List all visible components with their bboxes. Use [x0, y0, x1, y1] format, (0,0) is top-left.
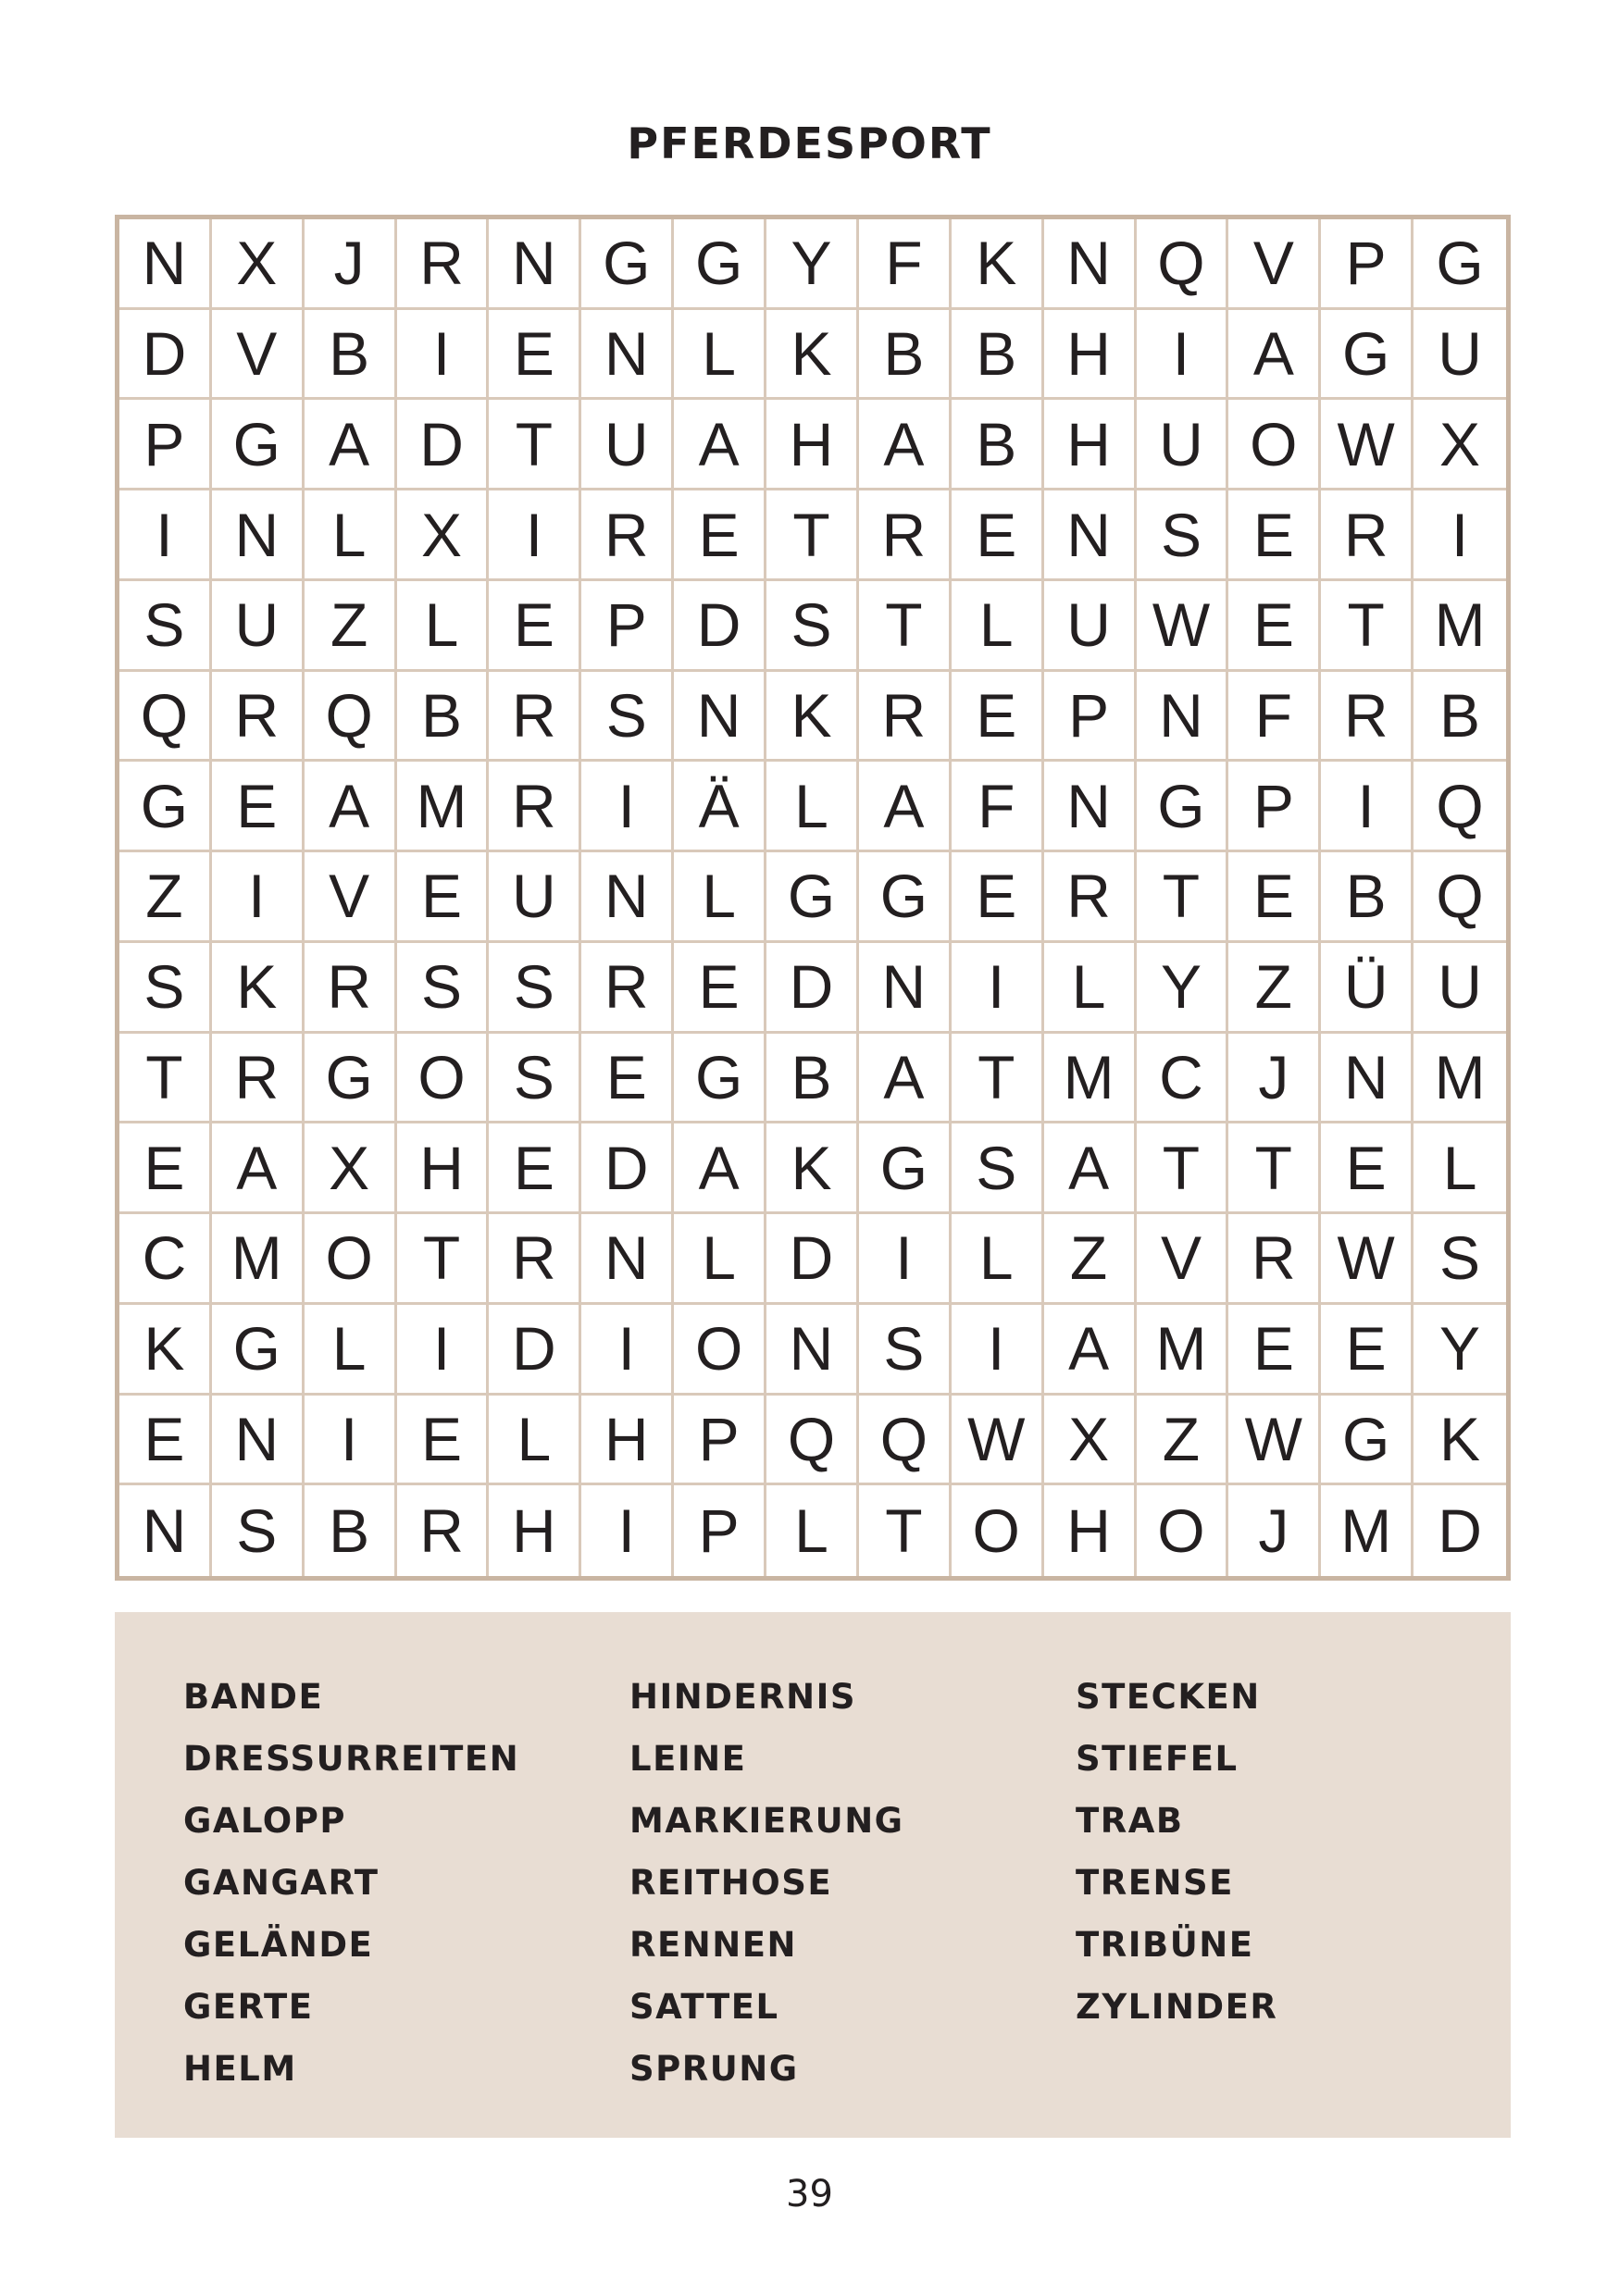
grid-cell[interactable]: Z: [1228, 943, 1321, 1034]
grid-cell[interactable]: P: [119, 400, 212, 490]
grid-cell[interactable]: R: [581, 490, 674, 581]
word-list-item: STIEFEL: [1076, 1739, 1239, 1779]
grid-cell[interactable]: N: [1137, 672, 1229, 763]
grid-cell[interactable]: L: [674, 852, 766, 943]
grid-cell[interactable]: G: [119, 762, 212, 852]
grid-cell[interactable]: S: [766, 581, 859, 672]
grid-cell[interactable]: S: [581, 672, 674, 763]
grid-cell[interactable]: H: [489, 1485, 581, 1576]
grid-cell[interactable]: L: [766, 762, 859, 852]
grid-cell[interactable]: X: [397, 490, 490, 581]
grid-cell[interactable]: T: [859, 581, 952, 672]
grid-cell[interactable]: O: [952, 1485, 1044, 1576]
word-list-item: STECKEN: [1076, 1677, 1261, 1717]
grid-cell[interactable]: N: [119, 219, 212, 310]
grid-cell[interactable]: S: [212, 1485, 305, 1576]
grid-cell[interactable]: R: [1321, 490, 1414, 581]
grid-cell[interactable]: I: [1137, 310, 1229, 401]
grid-cell[interactable]: I: [212, 852, 305, 943]
grid-cell[interactable]: V: [305, 852, 397, 943]
grid-cell[interactable]: P: [1321, 219, 1414, 310]
grid-cell[interactable]: P: [1228, 762, 1321, 852]
grid-cell[interactable]: Ä: [674, 762, 766, 852]
grid-cell[interactable]: D: [1438, 1496, 1482, 1566]
grid-cell[interactable]: P: [674, 1396, 766, 1486]
grid-cell[interactable]: N: [859, 943, 952, 1034]
grid-cell[interactable]: H: [581, 1396, 674, 1486]
grid-cell[interactable]: R: [212, 1034, 305, 1124]
grid-cell[interactable]: O: [305, 1214, 397, 1305]
grid-cell[interactable]: E: [397, 852, 490, 943]
word-list-item: BANDE: [183, 1677, 324, 1717]
word-list-item: GERTE: [183, 1987, 314, 2027]
grid-cell[interactable]: N: [581, 1214, 674, 1305]
grid-cell[interactable]: I: [489, 490, 581, 581]
grid-cell[interactable]: S: [952, 1123, 1044, 1214]
grid-cell[interactable]: T: [1137, 1123, 1229, 1214]
grid-cell[interactable]: S: [489, 943, 581, 1034]
grid-cell[interactable]: F: [1228, 672, 1321, 763]
grid-cell[interactable]: T: [1137, 852, 1229, 943]
word-list-column-3: [1076, 1666, 1277, 2038]
grid-cell[interactable]: L: [1044, 943, 1137, 1034]
grid-cell[interactable]: O: [674, 1305, 766, 1396]
grid-cell[interactable]: K: [766, 310, 859, 401]
grid-cell[interactable]: A: [212, 1123, 305, 1214]
grid-cell[interactable]: N: [1044, 219, 1137, 310]
grid-cell[interactable]: A: [1228, 310, 1321, 401]
grid-cell[interactable]: I: [1414, 490, 1506, 581]
word-list-item: TRAB: [1076, 1801, 1184, 1841]
grid-cell[interactable]: S: [1137, 490, 1229, 581]
grid-cell[interactable]: I: [581, 1485, 674, 1576]
grid-cell[interactable]: F: [859, 219, 952, 310]
grid-cell[interactable]: G: [859, 852, 952, 943]
grid-cell[interactable]: V: [212, 310, 305, 401]
word-list-item: SATTEL: [629, 1987, 779, 2027]
word-list-item: HELM: [183, 2049, 297, 2089]
grid-cell[interactable]: U: [1414, 943, 1506, 1034]
grid-cell[interactable]: E: [1228, 1305, 1321, 1396]
grid-cell[interactable]: L: [952, 1214, 1044, 1305]
grid-cell[interactable]: N: [1321, 1034, 1414, 1124]
grid-cell[interactable]: H: [766, 400, 859, 490]
grid-cell[interactable]: T: [489, 400, 581, 490]
grid-cell[interactable]: M: [1414, 1034, 1506, 1124]
grid-cell[interactable]: E: [212, 762, 305, 852]
grid-cell[interactable]: B: [305, 1485, 397, 1576]
word-list-item: HINDERNIS: [629, 1677, 857, 1717]
grid-cell[interactable]: N: [212, 490, 305, 581]
grid-cell[interactable]: K: [952, 219, 1044, 310]
grid-cell[interactable]: E: [1228, 581, 1321, 672]
grid-cell[interactable]: F: [952, 762, 1044, 852]
grid-cell[interactable]: H: [1044, 310, 1137, 401]
grid-cell[interactable]: G: [1321, 310, 1414, 401]
grid-cell[interactable]: O: [1228, 400, 1321, 490]
grid-cell[interactable]: B: [397, 672, 490, 763]
word-list-item: GANGART: [183, 1863, 380, 1903]
letter-grid: [115, 215, 1511, 1581]
grid-cell[interactable]: R: [859, 672, 952, 763]
grid-cell[interactable]: C: [119, 1214, 212, 1305]
grid-cell[interactable]: E: [489, 1123, 581, 1214]
grid-cell[interactable]: H: [397, 1123, 490, 1214]
grid-cell[interactable]: G: [859, 1123, 952, 1214]
grid-cell[interactable]: R: [397, 219, 490, 310]
grid-cell[interactable]: B: [305, 310, 397, 401]
grid-cell[interactable]: I: [581, 1305, 674, 1396]
grid-cell[interactable]: Y: [1137, 943, 1229, 1034]
grid-cell[interactable]: N: [489, 219, 581, 310]
grid-cell[interactable]: Q: [766, 1396, 859, 1486]
grid-cell[interactable]: E: [952, 852, 1044, 943]
grid-cell[interactable]: N: [581, 852, 674, 943]
grid-cell[interactable]: G: [674, 219, 766, 310]
grid-cell[interactable]: Y: [1414, 1305, 1506, 1396]
grid-cell[interactable]: L: [766, 1485, 859, 1576]
word-list-item: ZYLINDER: [1076, 1987, 1278, 2027]
grid-cell[interactable]: W: [1321, 1214, 1414, 1305]
grid-cell[interactable]: K: [1414, 1396, 1506, 1486]
word-list-column-1: [183, 1666, 519, 2100]
grid-cell[interactable]: G: [581, 219, 674, 310]
grid-cell[interactable]: U: [1044, 581, 1137, 672]
grid-cell[interactable]: T: [119, 1034, 212, 1124]
grid-cell[interactable]: A: [859, 1034, 952, 1124]
grid-cell[interactable]: M: [397, 762, 490, 852]
grid-cell[interactable]: B: [1321, 852, 1414, 943]
grid-cell[interactable]: U: [1137, 400, 1229, 490]
grid-cell[interactable]: T: [397, 1214, 490, 1305]
grid-cell[interactable]: K: [766, 672, 859, 763]
grid-cell[interactable]: E: [952, 490, 1044, 581]
grid-cell[interactable]: A: [1044, 1123, 1137, 1214]
grid-cell[interactable]: W: [1321, 400, 1414, 490]
grid-cell[interactable]: M: [1137, 1305, 1229, 1396]
grid-cell[interactable]: I: [397, 310, 490, 401]
grid-cell[interactable]: I: [305, 1396, 397, 1486]
grid-cell[interactable]: Z: [1137, 1396, 1229, 1486]
grid-cell[interactable]: S: [119, 943, 212, 1034]
grid-cell[interactable]: R: [489, 1214, 581, 1305]
grid-cell[interactable]: Y: [766, 219, 859, 310]
grid-cell[interactable]: A: [859, 762, 952, 852]
grid-cell[interactable]: Q: [859, 1396, 952, 1486]
grid-cell[interactable]: Q: [1414, 852, 1506, 943]
grid-cell[interactable]: L: [489, 1396, 581, 1486]
grid-cell[interactable]: C: [1137, 1034, 1229, 1124]
grid-cell[interactable]: N: [581, 310, 674, 401]
grid-cell[interactable]: N: [1044, 490, 1137, 581]
grid-cell[interactable]: D: [766, 1214, 859, 1305]
grid-cell[interactable]: S: [859, 1305, 952, 1396]
grid-cell[interactable]: D: [119, 310, 212, 401]
grid-cell[interactable]: E: [489, 310, 581, 401]
grid-cell[interactable]: E: [119, 1396, 212, 1486]
grid-cell[interactable]: R: [489, 672, 581, 763]
grid-cell[interactable]: L: [952, 581, 1044, 672]
grid-cell[interactable]: W: [952, 1396, 1044, 1486]
grid-cell[interactable]: K: [766, 1123, 859, 1214]
grid-cell[interactable]: L: [305, 490, 397, 581]
grid-cell[interactable]: V: [1228, 219, 1321, 310]
grid-cell[interactable]: Z: [1044, 1214, 1137, 1305]
grid-cell[interactable]: G: [1414, 219, 1506, 310]
grid-cell[interactable]: M: [1321, 1485, 1414, 1576]
grid-cell[interactable]: X: [1414, 400, 1506, 490]
grid-cell[interactable]: R: [581, 943, 674, 1034]
grid-cell[interactable]: T: [766, 490, 859, 581]
grid-cell[interactable]: R: [305, 943, 397, 1034]
grid-cell[interactable]: Ü: [1321, 943, 1414, 1034]
grid-cell[interactable]: Z: [119, 852, 212, 943]
grid-cell[interactable]: E: [952, 672, 1044, 763]
grid-cell[interactable]: I: [581, 762, 674, 852]
word-list-panel: [115, 1612, 1511, 2138]
grid-cell[interactable]: T: [952, 1034, 1044, 1124]
grid-cell[interactable]: S: [397, 943, 490, 1034]
grid-cell[interactable]: X: [1044, 1396, 1137, 1486]
grid-cell[interactable]: L: [305, 1305, 397, 1396]
grid-cell[interactable]: E: [1321, 1123, 1414, 1214]
page-title: PFERDESPORT: [627, 118, 992, 168]
grid-cell[interactable]: U: [212, 581, 305, 672]
grid-cell[interactable]: E: [397, 1396, 490, 1486]
grid-cell[interactable]: H: [1044, 1485, 1137, 1576]
grid-cell[interactable]: A: [674, 1123, 766, 1214]
grid-cell[interactable]: Q: [1414, 762, 1506, 852]
grid-cell[interactable]: W: [1228, 1396, 1321, 1486]
grid-cell[interactable]: V: [1137, 1214, 1229, 1305]
grid-cell[interactable]: A: [859, 400, 952, 490]
grid-cell[interactable]: U: [581, 400, 674, 490]
grid-cell[interactable]: N: [212, 1396, 305, 1486]
grid-cell[interactable]: D: [674, 581, 766, 672]
grid-cell[interactable]: P: [1044, 672, 1137, 763]
grid-cell[interactable]: I: [1321, 762, 1414, 852]
grid-cell[interactable]: Z: [305, 581, 397, 672]
grid-cell[interactable]: N: [1044, 762, 1137, 852]
grid-cell[interactable]: E: [119, 1123, 212, 1214]
grid-cell[interactable]: R: [859, 490, 952, 581]
grid-cell[interactable]: P: [674, 1485, 766, 1576]
grid-cell[interactable]: Q: [305, 672, 397, 763]
grid-cell[interactable]: M: [1414, 581, 1506, 672]
grid-cell[interactable]: U: [1414, 310, 1506, 401]
grid-cell[interactable]: M: [1044, 1034, 1137, 1124]
grid-cell[interactable]: R: [1044, 852, 1137, 943]
grid-cell[interactable]: J: [305, 219, 397, 310]
grid-cell[interactable]: J: [1228, 1485, 1321, 1576]
grid-cell[interactable]: T: [1228, 1123, 1321, 1214]
grid-cell[interactable]: I: [397, 1305, 490, 1396]
grid-cell[interactable]: G: [674, 1034, 766, 1124]
word-list-item: SPRUNG: [629, 2049, 799, 2089]
grid-cell[interactable]: S: [119, 581, 212, 672]
grid-cell[interactable]: I: [859, 1214, 952, 1305]
word-list-item: LEINE: [629, 1739, 747, 1779]
word-list-column-2: [629, 1666, 904, 2100]
grid-cell[interactable]: I: [119, 490, 212, 581]
grid-cell[interactable]: K: [119, 1305, 212, 1396]
grid-cell[interactable]: N: [766, 1305, 859, 1396]
word-list-item: RENNEN: [629, 1925, 797, 1965]
grid-cell[interactable]: D: [397, 400, 490, 490]
grid-cell[interactable]: S: [1414, 1214, 1506, 1305]
word-list-item: GALOPP: [183, 1801, 346, 1841]
grid-cell[interactable]: Q: [119, 672, 212, 763]
grid-cell[interactable]: E: [674, 943, 766, 1034]
grid-cell[interactable]: A: [305, 762, 397, 852]
grid-cell[interactable]: N: [119, 1485, 212, 1576]
grid-cell[interactable]: L: [397, 581, 490, 672]
word-list-item: TRENSE: [1076, 1863, 1234, 1903]
grid-cell[interactable]: A: [305, 400, 397, 490]
grid-cell[interactable]: J: [1228, 1034, 1321, 1124]
grid-cell[interactable]: E: [489, 581, 581, 672]
grid-cell[interactable]: R: [397, 1485, 490, 1576]
grid-cell[interactable]: G: [1321, 1396, 1414, 1486]
page-number: 39: [786, 2173, 833, 2215]
grid-cell[interactable]: E: [674, 490, 766, 581]
grid-cell[interactable]: E: [581, 1034, 674, 1124]
grid-cell[interactable]: N: [674, 672, 766, 763]
word-list-item: REITHOSE: [629, 1863, 833, 1903]
grid-cell[interactable]: D: [766, 943, 859, 1034]
grid-cell[interactable]: X: [305, 1123, 397, 1214]
grid-cell[interactable]: E: [1228, 490, 1321, 581]
grid-cell[interactable]: D: [581, 1123, 674, 1214]
grid-cell[interactable]: Q: [1137, 219, 1229, 310]
grid-cell[interactable]: G: [1137, 762, 1229, 852]
grid-cell[interactable]: R: [1321, 672, 1414, 763]
grid-cell[interactable]: R: [1228, 1214, 1321, 1305]
grid-cell[interactable]: E: [1228, 852, 1321, 943]
grid-cell[interactable]: G: [766, 852, 859, 943]
grid-cell[interactable]: T: [859, 1485, 952, 1576]
grid-cell[interactable]: M: [212, 1214, 305, 1305]
word-list-item: MARKIERUNG: [629, 1801, 904, 1841]
grid-cell[interactable]: O: [397, 1034, 490, 1124]
grid-cell[interactable]: G: [212, 400, 305, 490]
grid-cell[interactable]: L: [674, 1214, 766, 1305]
grid-cell[interactable]: B: [952, 400, 1044, 490]
grid-cell[interactable]: I: [952, 943, 1044, 1034]
grid-cell[interactable]: B: [1414, 672, 1506, 763]
grid-cell[interactable]: G: [305, 1034, 397, 1124]
grid-cell[interactable]: L: [1414, 1123, 1506, 1214]
word-list-item: GELÄNDE: [183, 1925, 374, 1965]
grid-cell[interactable]: O: [1137, 1485, 1229, 1576]
grid-cell[interactable]: T: [1321, 581, 1414, 672]
grid-cell[interactable]: R: [489, 762, 581, 852]
grid-cell[interactable]: E: [1321, 1305, 1414, 1396]
word-list-item: DRESSURREITEN: [183, 1739, 520, 1779]
word-list-item: TRIBÜNE: [1076, 1925, 1254, 1965]
grid-cell[interactable]: K: [212, 943, 305, 1034]
grid-cell[interactable]: R: [212, 672, 305, 763]
grid-cell[interactable]: I: [952, 1305, 1044, 1396]
grid-cell[interactable]: H: [1044, 400, 1137, 490]
grid-cell[interactable]: D: [489, 1305, 581, 1396]
grid-cell[interactable]: L: [674, 310, 766, 401]
grid-cell[interactable]: X: [212, 219, 305, 310]
grid-cell[interactable]: A: [1044, 1305, 1137, 1396]
grid-cell[interactable]: A: [674, 400, 766, 490]
grid-cell[interactable]: B: [766, 1034, 859, 1124]
grid-cell[interactable]: W: [1137, 581, 1229, 672]
grid-cell[interactable]: U: [489, 852, 581, 943]
grid-cell[interactable]: B: [859, 310, 952, 401]
grid-cell[interactable]: B: [952, 310, 1044, 401]
grid-cell[interactable]: P: [581, 581, 674, 672]
grid-cell[interactable]: S: [489, 1034, 581, 1124]
grid-cell[interactable]: G: [212, 1305, 305, 1396]
